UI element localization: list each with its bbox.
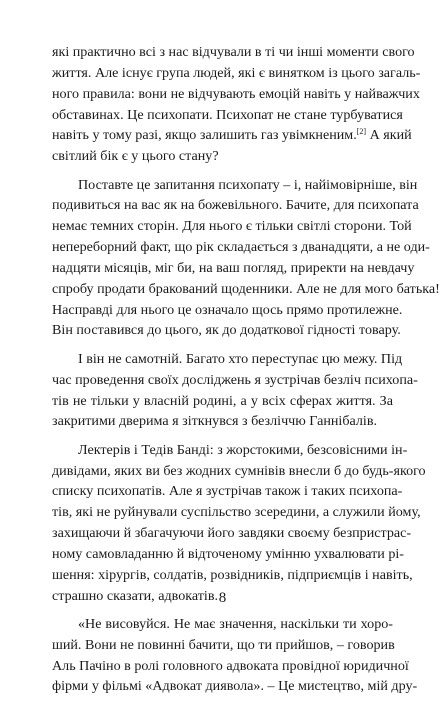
footnote-tail-text: А який [366, 127, 412, 144]
text-line: які практично всі з нас відчували в ті чи інші моменти свого [52, 44, 415, 60]
text-line: Лектерів і Тедів Банді: з жорстокими, безсовісними ін- [78, 441, 408, 458]
paragraph [52, 614, 418, 697]
footnote-marker[interactable]: [2] [356, 127, 367, 137]
text-line: списку психопатів. Але я зустрічав також і таких психопа- [52, 483, 403, 500]
paragraph [52, 42, 421, 167]
text-line: Поставте це запитання психопату – і, найімовірніше, він [78, 176, 418, 193]
text-line: час проведення своїх досліджень я зустрічав безліч психопа- [52, 371, 418, 388]
text-line: захищаючи й збагачуючи його завдяки своєму безпристрас- [52, 525, 412, 542]
text-line: Аль Пачіно в ролі головного адвоката провідної юридичної [52, 657, 409, 674]
text-line: немає темних сторін. Для нього є тільки світлі сторони. Той [52, 218, 412, 235]
text-line: «Не висовуйся. Не має значення, наскільки ти хоро- [78, 615, 393, 632]
text-line: ному самовладанню й відточеному умінню ухвалювати рі- [52, 545, 404, 562]
text-line: спробу продати бракований щоденники. Але не для мого батька! [52, 280, 440, 297]
text-line: страшно сказати, адвокатів. [52, 587, 219, 604]
text-line: ший. Вони не повинні бачити, що ти прийшов, – говорив [52, 636, 395, 653]
text-line [52, 125, 412, 146]
text-line: обставинах. Це психопати. Психопат не стане турбуватися [52, 106, 403, 123]
text-line: Він поставився до цього, як до додаткової гідності товару. [52, 322, 401, 339]
text-line: шення: хірургів, солдатів, розвідників, підприємців і навіть, [52, 566, 413, 583]
text-line: життя. Але існує група людей, які є винятком із цього загаль- [52, 64, 421, 81]
paragraph [52, 349, 418, 432]
text-line: світлий бік є у цього стану? [52, 148, 219, 165]
paragraph [52, 440, 426, 607]
text-line: надцяти місяців, міг би, на ваш погляд, приректи на невдачу [52, 259, 415, 276]
text-line: закритими дверима я зіткнувся з безліччю Ганнібалів. [52, 413, 378, 430]
text-line: Насправді для нього це означало щось прямо протилежне. [52, 301, 403, 318]
text-line: дивідами, яких ви без жодних сумнівів внесли б до будь-якого [52, 462, 426, 479]
text-line-main: навіть у тому разі, якщо залишить газ увімкненим. [52, 127, 357, 144]
text-line: непереборний факт, що рік складається з дванадцяти, а не оди- [52, 239, 430, 256]
text-line: І він не самотній. Багато хто переступає цю межу. Під [78, 350, 403, 367]
text-line: ного правила: вони не відчувають емоцій навіть у найважчих [52, 85, 420, 102]
text-line: тів, які не руйнували суспільство зсередини, а служили йому, [52, 504, 421, 521]
paragraph [52, 175, 440, 342]
text-line: фірми у фільмі «Адвокат диявола». – Це мистецтво, мій дру- [52, 678, 418, 695]
text-line: тів не тільки у власній родині, а у всіх сферах життя. За [52, 392, 393, 409]
page-number: 8 [218, 590, 227, 606]
text-line: подивиться на вас як на божевільного. Бачите, для психопата [52, 197, 419, 214]
